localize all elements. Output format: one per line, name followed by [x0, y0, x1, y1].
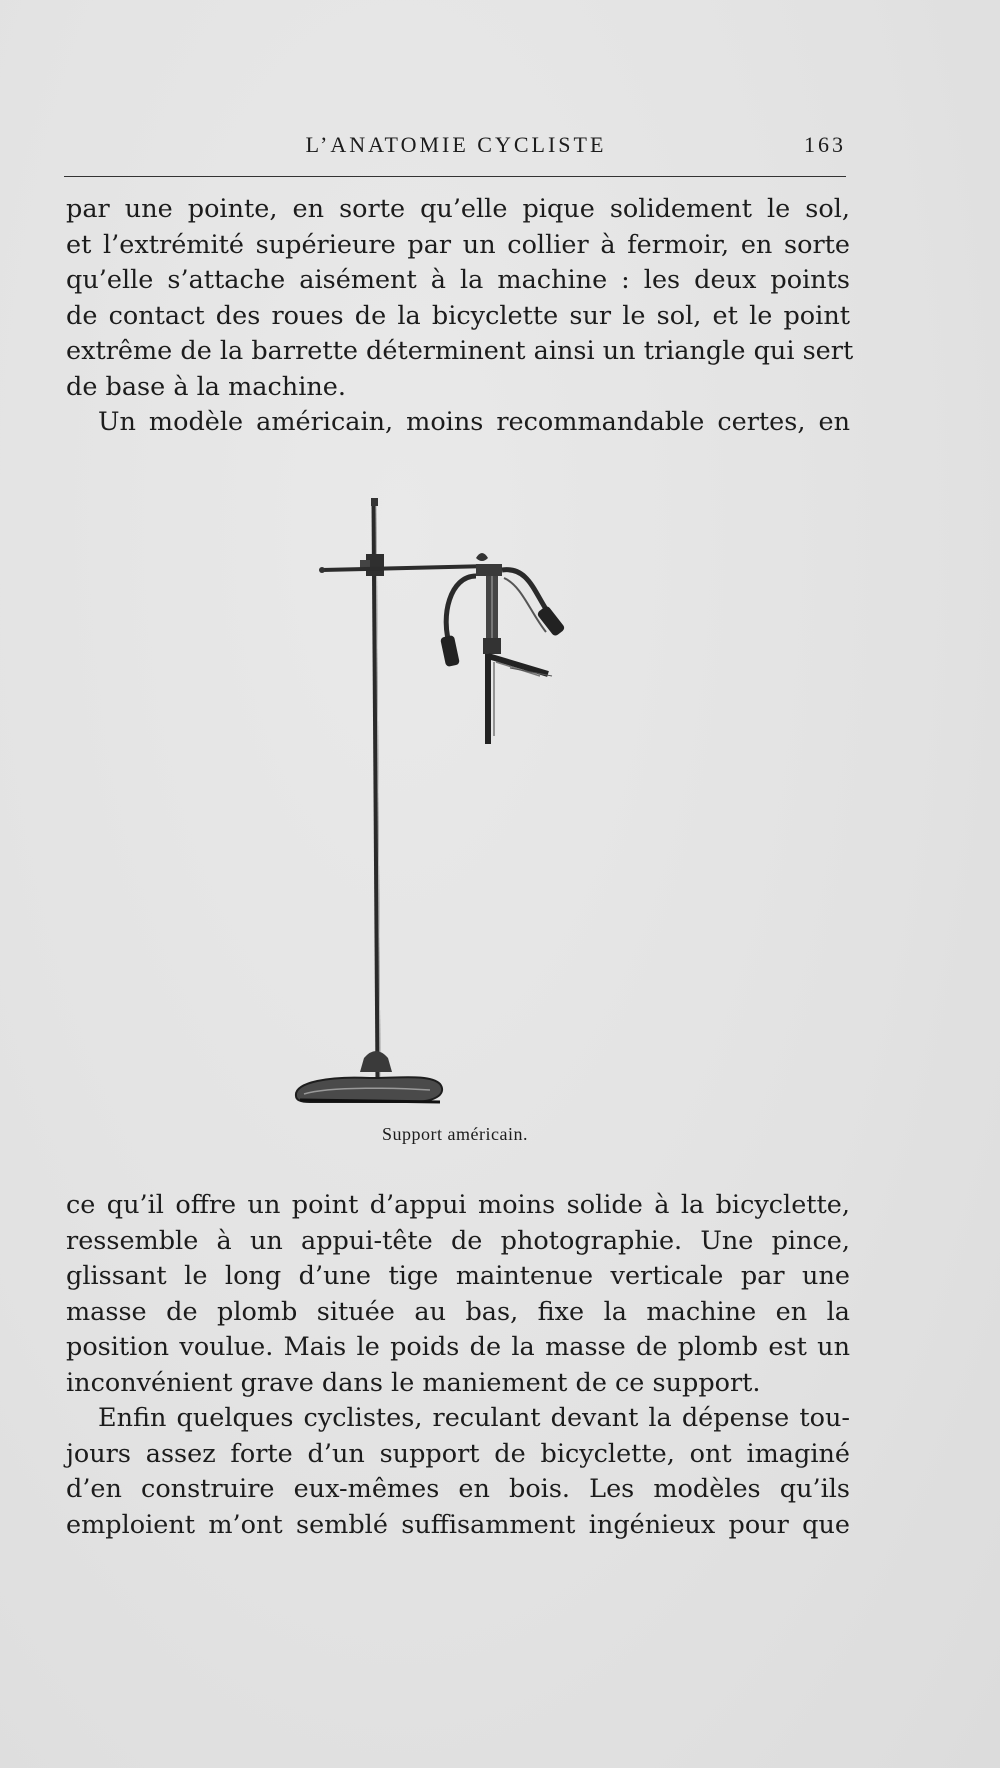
paragraph-top — [66, 192, 854, 441]
text-line: de base à la machine. — [66, 371, 346, 402]
text-line: position voulue. Mais le poids de la masse de plomb est un — [66, 1332, 850, 1362]
text-line: glissant le long d’une tige maintenue verticale par une — [66, 1261, 850, 1291]
page-number: 163 — [804, 132, 846, 157]
paragraph-bottom — [66, 1188, 850, 1543]
text-line: ce qu’il offre un point d’appui moins solide à la bicyclette, — [66, 1190, 850, 1220]
text-line: de contact des roues de la bicyclette sur le sol, et le point — [66, 300, 850, 331]
text-line: par une pointe, en sorte qu’elle pique solidement le sol, — [66, 194, 850, 224]
text-line: extrême de la barrette déterminent ainsi un triangle qui sert — [66, 336, 854, 366]
text-line: emploient m’ont semblé suffisamment ingénieux pour que — [66, 1509, 850, 1540]
text-line: masse de plomb située au bas, fixe la machine en la — [66, 1296, 850, 1327]
text-line: ressemble à un appui-tête de photographie. Une pince, — [66, 1225, 850, 1256]
text-line: qu’elle s’attache aisément à la machine : les deux points — [66, 265, 850, 295]
text-line: Enfin quelques cyclistes, reculant devant la dépense tou- — [98, 1403, 850, 1433]
header-rule — [64, 176, 846, 177]
running-title: L’ANATOMIE CYCLISTE — [305, 132, 607, 157]
text-line: inconvénient grave dans le maniement de ce support. — [66, 1367, 761, 1398]
text-line: jours assez forte d’un support de bicyclette, ont imaginé — [66, 1438, 850, 1469]
figure-caption: Support américain. — [382, 1124, 528, 1144]
text-line: Un modèle américain, moins recommandable certes, en — [98, 407, 850, 437]
text-line: d’en construire eux-mêmes en bois. Les modèles qu’ils — [66, 1474, 850, 1504]
text-line: et l’extrémité supérieure par un collier à fermoir, en sorte — [66, 229, 850, 260]
bicycle-stand-illustration-icon — [290, 496, 620, 1116]
running-head — [66, 132, 846, 166]
